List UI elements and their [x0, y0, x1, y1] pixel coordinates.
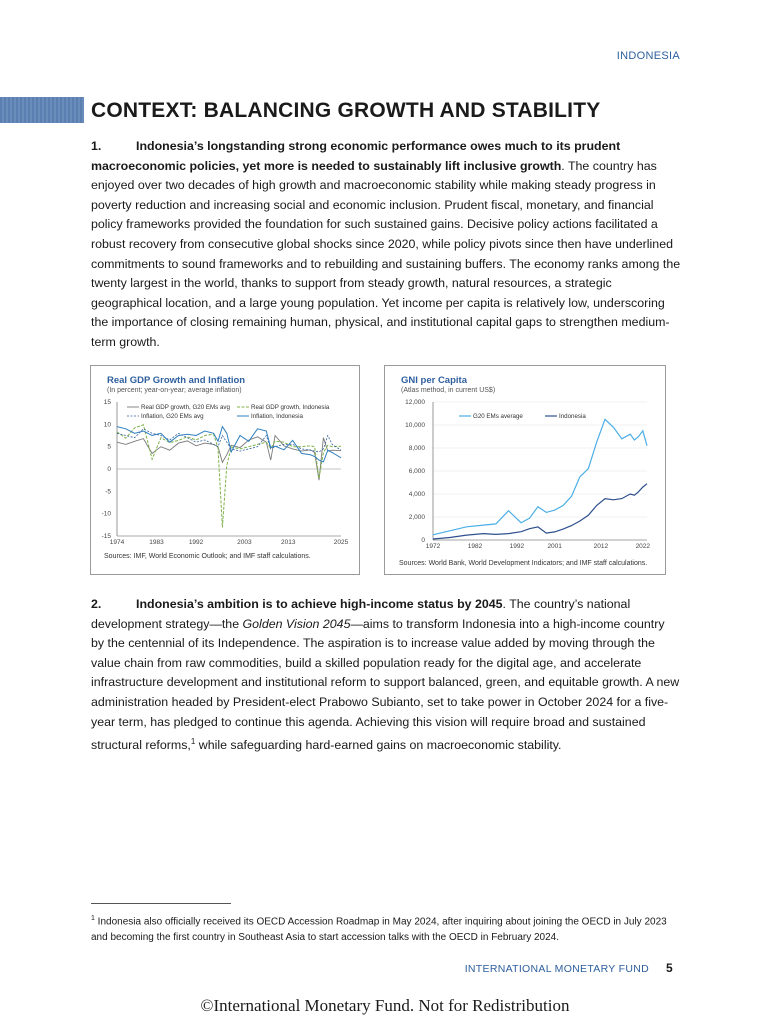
- y-tick-label: 6,000: [408, 468, 425, 475]
- x-tick-label: 2012: [593, 543, 609, 550]
- y-tick-label: -10: [101, 510, 111, 518]
- watermark: ©International Monetary Fund. Not for Redistribution: [200, 996, 570, 1015]
- series-line-2: [433, 484, 647, 539]
- chart-2-source: Sources: World Bank, World Development Indicators; and IMF staff calculations.: [399, 560, 648, 567]
- x-tick-label: 2003: [237, 539, 252, 546]
- footnote-ref[interactable]: 1: [190, 737, 196, 747]
- page-number: 5: [666, 961, 673, 975]
- paragraph-2-body-c: while safeguarding hard-earned gains on macroeconomic stability.: [195, 738, 562, 753]
- y-tick-label: 2,000: [408, 514, 425, 521]
- x-tick-label: 1982: [467, 543, 483, 550]
- chart-1-subtitle: (In percent; year-on-year; average inflation): [107, 387, 242, 394]
- legend-label-2: Real GDP growth, Indonesia: [251, 404, 330, 411]
- paragraph-1-number: 1.: [91, 139, 102, 153]
- paragraph-2: [91, 595, 681, 756]
- section-accent-band: [0, 97, 84, 123]
- footnote-mark: 1: [91, 915, 95, 922]
- paragraph-2-lead: Indonesia’s ambition is to achieve high-income status by 2045: [136, 597, 503, 611]
- footnote-text: Indonesia also officially received its OECD Accession Roadmap in May 2024, after inquiring about joining the OECD in July 2023 and becoming the first country in Southeast Asia to start accession talks with the OECD in February 2024.: [91, 916, 667, 944]
- y-tick-label: 4,000: [408, 491, 425, 498]
- paragraph-2-number: 2.: [91, 597, 102, 611]
- x-tick-label: 1972: [425, 543, 441, 550]
- y-tick-label: -15: [101, 533, 111, 540]
- y-tick-label: 10,000: [405, 422, 425, 429]
- y-tick-label: 0: [107, 466, 111, 473]
- chart-gni-per-capita: [384, 365, 666, 575]
- x-tick-label: 1974: [109, 539, 125, 546]
- chart-gdp-inflation: [90, 365, 360, 575]
- footer-org: INTERNATIONAL MONETARY FUND: [464, 963, 649, 975]
- x-tick-label: 2022: [635, 543, 651, 550]
- x-tick-label: 2025: [333, 539, 349, 546]
- paragraph-2-italic: Golden Vision 2045: [242, 616, 351, 631]
- y-tick-label: 5: [107, 443, 111, 451]
- y-tick-label: 8,000: [408, 445, 425, 452]
- legend-label-2: Indonesia: [559, 413, 586, 420]
- y-tick-label: 10: [103, 421, 111, 429]
- series-line-1: [433, 419, 647, 535]
- chart-2-subtitle: (Atlas method, in current US$): [401, 387, 496, 394]
- x-tick-label: 1983: [149, 539, 164, 546]
- paragraph-1-lead: Indonesia’s longstanding strong economic performance owes much to its prudent macroeconomic policies, yet more is needed to sustainably lift inclusive growth: [91, 139, 621, 173]
- y-tick-label: 12,000: [405, 399, 425, 406]
- paragraph-2-body-b: —aims to transform Indonesia into a high-income country by the centennial of its Independence. The aspiration is to increase value added by moving through the value chain from raw commodities, build a skilled population ready for the digital age, and accelerate infrastructure development and institutional reform to support balanced, green, and equitable growth. A new administration headed by President-elect Prabowo Subianto, set to take power in October 2024 for a five-year term, has pledged to continue this agenda. Achieving this vision will require broad and sustained structural reforms,: [91, 616, 680, 753]
- legend-label-3: Inflation, G20 EMs avg: [141, 413, 204, 420]
- paragraph-2-body-a: . The country’s national development strategy—the: [91, 597, 631, 631]
- x-tick-label: 2013: [281, 539, 296, 546]
- chart-2-title: GNI per Capita: [401, 375, 467, 386]
- chart-1-title: Real GDP Growth and Inflation: [107, 375, 246, 386]
- legend-label-1: Real GDP growth, G20 EMs avg: [141, 404, 230, 411]
- paragraph-1: [91, 137, 681, 353]
- y-tick-label: -5: [105, 488, 111, 496]
- section-title: CONTEXT: BALANCING GROWTH AND STABILITY: [91, 99, 601, 122]
- y-tick-label: 0: [421, 537, 425, 544]
- series-line-4: [117, 427, 341, 462]
- chart-1-source: Sources: IMF, World Economic Outlook; and IMF staff calculations.: [104, 553, 311, 560]
- legend-label-4: Inflation, Indonesia: [251, 413, 303, 420]
- chart-1-plot: [91, 394, 359, 574]
- legend-label-1: G20 EMs average: [473, 413, 523, 420]
- series-line-2: [117, 425, 341, 528]
- series-line-3: [117, 429, 341, 452]
- y-tick-label: 15: [103, 399, 111, 406]
- chart-2-plot: [385, 394, 665, 564]
- x-tick-label: 2001: [547, 543, 562, 550]
- header-country: INDONESIA: [616, 50, 680, 62]
- footnote-rule: [91, 903, 231, 904]
- x-tick-label: 1992: [188, 539, 204, 546]
- x-tick-label: 1992: [509, 543, 525, 550]
- footnote: [91, 911, 683, 946]
- paragraph-1-body: . The country has enjoyed over two decades of high growth and macroeconomic stability while making steady progress in poverty reduction and increasing social and economic inclusion. Prudent fiscal, monetary, and financial policy frameworks provided the foundation for such sustained gains. Decisive policy actions facilitated a robust recovery from consecutive global shocks since 2020, while policy pivots since then have underlined commitments to sound frameworks and to rebuilding and sustaining buffers. The economy ranks among the twenty largest in the world, thanks to support from steady growth, natural resources, a strategic geographical location, and a large young population. Yet income per capita is relatively low, underscoring the importance of closing remaining human, physical, and institutional capital gaps to strengthen medium-term growth.: [91, 158, 681, 349]
